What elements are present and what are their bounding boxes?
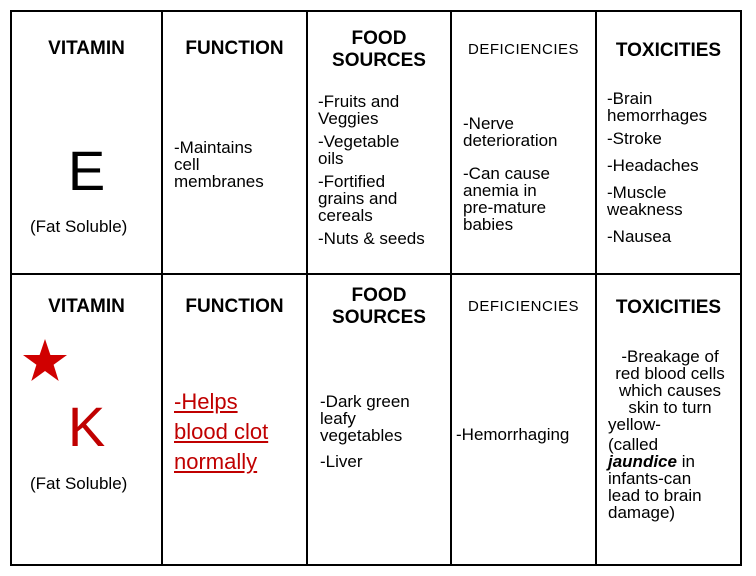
- table-border-bottom: [10, 564, 742, 566]
- food-line: -Vegetable: [318, 132, 400, 151]
- deficiency-line: babies: [463, 215, 514, 234]
- vitamin-e-function: [174, 139, 304, 190]
- table-border-left: [10, 10, 12, 566]
- vitamin-e-letter: E: [67, 139, 106, 202]
- deficiency-line: pre-mature: [463, 198, 547, 217]
- deficiency-line: -Nerve: [463, 114, 515, 133]
- header-deficiencies: DEFICIENCIES: [467, 298, 579, 315]
- header-toxicities: TOXICITIES: [615, 297, 722, 318]
- function-line: normally: [174, 449, 258, 474]
- vitamin-k-function: [174, 387, 306, 477]
- function-line: -Maintains: [174, 138, 253, 157]
- header-function: FUNCTION: [185, 38, 284, 59]
- function-line: -Helps: [174, 389, 238, 414]
- function-line: blood clot: [174, 419, 269, 444]
- vitamin-table: [10, 10, 742, 566]
- toxicity-line: red blood cells: [615, 364, 725, 383]
- food-line: -Liver: [320, 452, 363, 471]
- toxicity-line: -Headaches: [607, 156, 699, 175]
- food-line: cereals: [318, 206, 373, 225]
- header-function: FUNCTION: [185, 296, 284, 317]
- deficiency-line: -Hemorrhaging: [456, 425, 570, 444]
- toxicity-line: damage): [608, 503, 676, 522]
- toxicity-line: -Nausea: [607, 227, 672, 246]
- food-line: -Dark green: [320, 392, 410, 411]
- vitamin-k-solubility: (Fat Soluble): [30, 474, 128, 493]
- vitamin-k-letter: K: [67, 395, 106, 458]
- toxicity-line: weakness: [607, 200, 683, 219]
- food-line: leafy: [320, 409, 356, 428]
- deficiency-line: -Can cause: [463, 164, 550, 183]
- toxicity-line: hemorrhages: [607, 106, 708, 125]
- header-food-line: FOOD: [351, 285, 407, 306]
- deficiency-line: deterioration: [463, 131, 558, 150]
- header-toxicities: TOXICITIES: [615, 40, 722, 61]
- header-food-sources: [308, 26, 450, 74]
- food-line: Veggies: [318, 109, 379, 128]
- vitamin-e-solubility: (Fat Soluble): [30, 217, 128, 236]
- vitamin-e-food-sources: [318, 93, 450, 247]
- header-food-line: FOOD: [351, 28, 407, 49]
- header-deficiencies: DEFICIENCIES: [467, 41, 579, 58]
- food-line: oils: [318, 149, 344, 168]
- toxicity-line: infants-can: [608, 469, 692, 488]
- toxicity-line: -Muscle: [607, 183, 667, 202]
- toxicity-line: -Brain: [607, 89, 653, 108]
- food-line: grains and: [318, 189, 398, 208]
- toxicity-line: yellow-: [608, 415, 661, 434]
- table-row-divider: [10, 273, 742, 275]
- toxicity-line: lead to brain: [608, 486, 702, 505]
- toxicity-line: -Stroke: [607, 129, 662, 148]
- table-col-divider: [450, 10, 452, 566]
- function-line: cell: [174, 155, 200, 174]
- vitamin-e-deficiencies: [463, 115, 595, 233]
- table-col-divider: [161, 10, 163, 566]
- vitamin-e-toxicities: [607, 90, 739, 245]
- header-food-line: SOURCES: [332, 307, 426, 328]
- food-line: vegetables: [320, 426, 403, 445]
- vitamin-k-food-sources: [320, 393, 450, 470]
- table-col-divider: [595, 10, 597, 566]
- food-line: -Fortified: [318, 172, 386, 191]
- toxicity-line-jaundice: [600, 453, 740, 470]
- vitamin-k-deficiencies: [456, 426, 596, 443]
- header-vitamin: VITAMIN: [48, 296, 125, 317]
- deficiency-line: anemia in: [463, 181, 537, 200]
- food-line: -Fruits and: [318, 92, 400, 111]
- function-line: membranes: [174, 172, 264, 191]
- food-line: -Nuts & seeds: [318, 229, 425, 248]
- jaundice-rest: in: [676, 452, 695, 471]
- table-border-top: [10, 10, 742, 12]
- toxicity-line: -Breakage of: [621, 347, 719, 366]
- toxicity-line: skin to turn: [628, 398, 712, 417]
- jaundice-term: jaundice: [608, 452, 677, 471]
- star-icon: [22, 338, 68, 384]
- toxicity-line: (called: [608, 435, 659, 454]
- toxicity-line: which causes: [618, 381, 722, 400]
- vitamin-k-toxicities: [600, 348, 740, 521]
- header-food-sources: [308, 283, 450, 331]
- header-vitamin: VITAMIN: [48, 38, 125, 59]
- header-food-line: SOURCES: [332, 50, 426, 71]
- table-border-right: [740, 10, 742, 566]
